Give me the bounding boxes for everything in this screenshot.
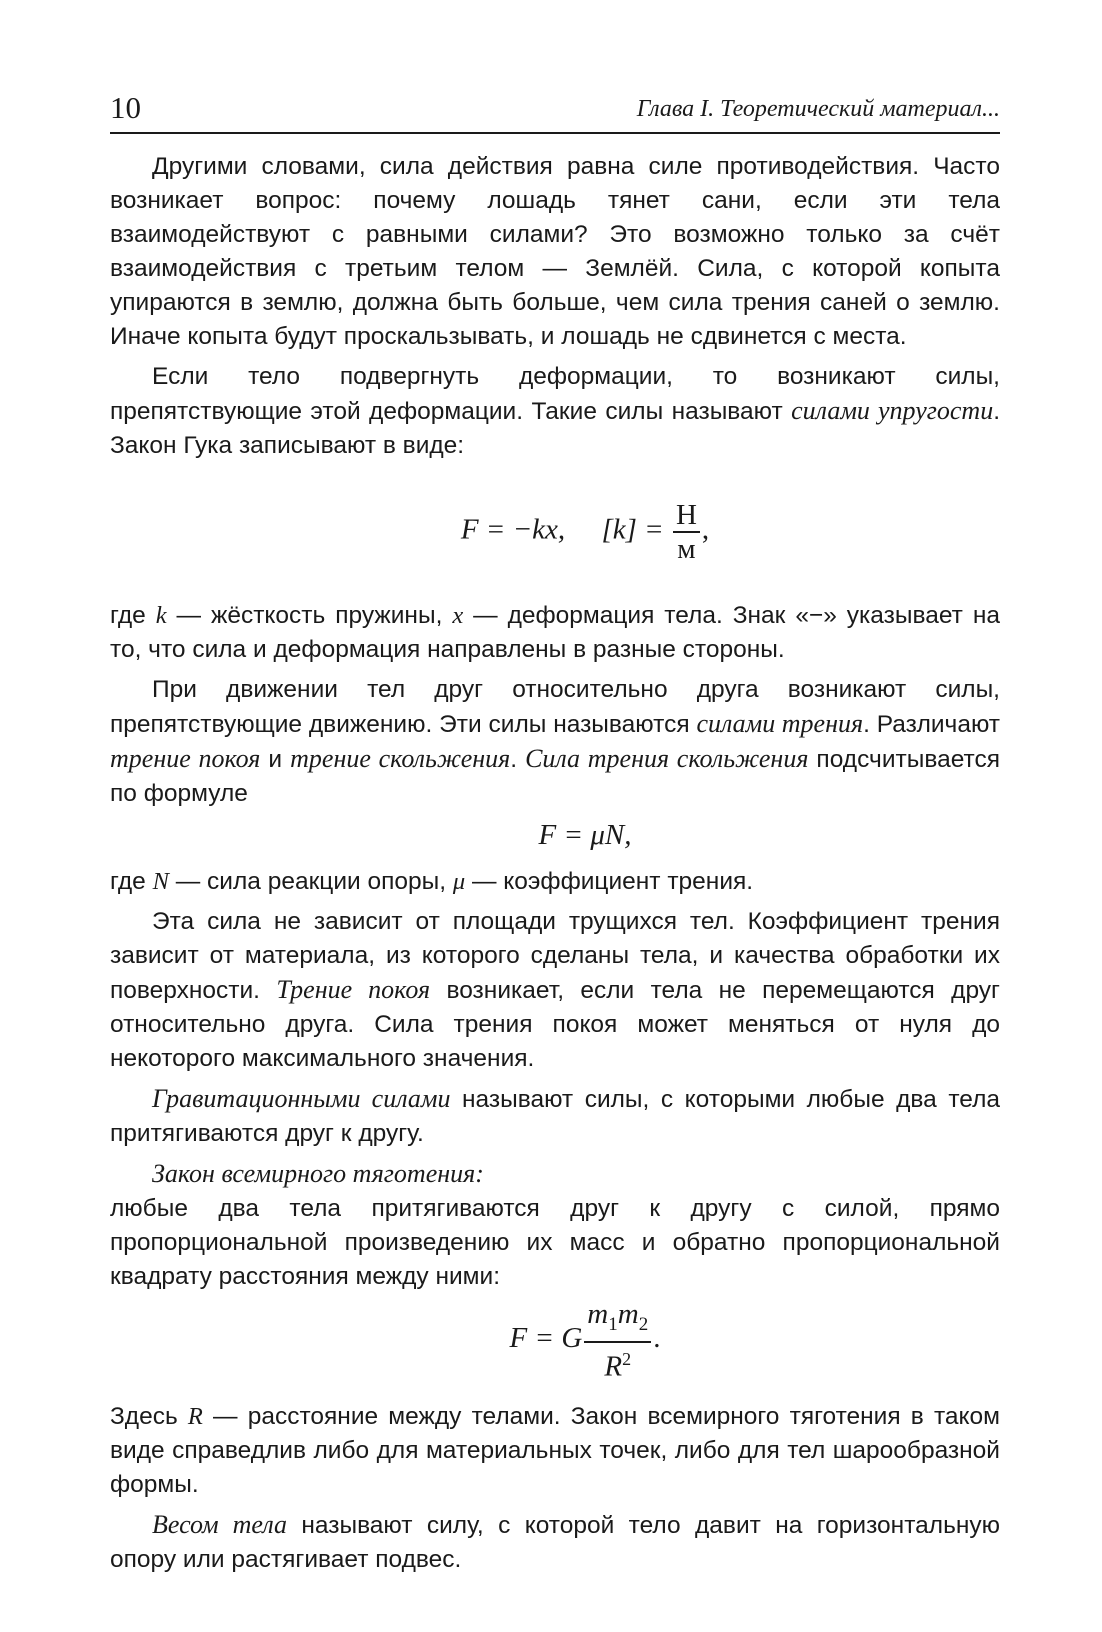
text-run: где — [110, 868, 153, 895]
gravity-denominator — [584, 1343, 651, 1383]
hooke-lhs: F = −kx, — [460, 513, 566, 546]
paragraph-gravity-explanation — [110, 1400, 1000, 1502]
text-run: . Закон Гука записывают в виде: — [110, 398, 1001, 459]
mass-1: m — [587, 1298, 609, 1330]
text-run: — сила реакции опоры, — [168, 868, 453, 895]
term-sliding-friction-force: Сила трения скольжения — [525, 744, 809, 773]
text-run: называют силу, с которой тело давит на горизонтальную опору или растягивает подвес. — [110, 1512, 1000, 1574]
gravity-numerator — [584, 1298, 651, 1343]
paragraph-hooke-explanation — [110, 599, 1000, 667]
paragraph-friction-details — [110, 905, 1000, 1076]
term-sliding-friction: трение скольжения — [290, 744, 511, 773]
symbol-mu: μ — [452, 868, 466, 895]
symbol-x: x — [452, 602, 464, 629]
page-number: 10 — [110, 90, 141, 125]
paragraph-friction-explanation — [110, 865, 1000, 899]
term-law-of-gravitation: Закон всемирного тяготения: — [152, 1159, 484, 1188]
term-gravitational-forces: Гравитационными силами — [152, 1084, 451, 1113]
text-run: — деформация тела. Знак «−» указывает на то, что сила и деформация направлены в разные стороны. — [110, 602, 1000, 663]
paragraph-weight — [110, 1508, 1000, 1577]
body-text — [110, 150, 1000, 1577]
mass-2: m — [617, 1298, 639, 1330]
term-static-friction: трение покоя — [110, 744, 261, 773]
text-run: — коэффициент трения. — [465, 868, 754, 895]
gravity-fraction — [584, 1298, 651, 1382]
paragraph-law-statement: любые два тела притягиваются друг к другу с силой, прямо пропорциональной произведению их масс и обратно пропорциональной квадрату расстояния между ними: — [110, 1195, 1000, 1290]
page-header — [110, 88, 1000, 134]
text-run: — расстояние между телами. Закон всемирного тяготения в таком виде справедлив либо для материальных точек, либо для тел шарообразной формы. — [110, 1403, 1000, 1499]
unit-numerator: Н — [673, 499, 700, 533]
gravity-trailing-dot: . — [653, 1321, 661, 1354]
exponent-2: 2 — [622, 1348, 632, 1369]
subscript-2: 2 — [638, 1313, 649, 1335]
text-run: называют силы, с которыми любые два тела притягиваются друг к другу. — [110, 1086, 1000, 1147]
paragraph-friction — [110, 673, 1000, 811]
text-run: . Различают — [863, 711, 1000, 738]
text-run: Эта сила не зависит от площади трущихся тел. Коэффициент трения зависит от материала, из которого сделаны тела, и качества обработки их поверхности. — [110, 908, 1000, 1004]
paragraph-action-reaction: Другими словами, сила действия равна силе противодействия. Часто возникает вопрос: почему лошадь тянет сани, если эти тела взаимодействуют с равными силами? Это возможно только за счёт взаимодействия с третьим телом — Землёй. Сила, с которой копыта упираются в землю, должна быть больше, чем сила трения саней о землю. Иначе копыта будут проскальзывать, и лошадь не сдвинется с места. — [110, 153, 1000, 350]
hooke-unit-fraction — [673, 499, 700, 565]
term-elastic-forces: силами упругости — [791, 396, 994, 425]
unit-denominator: м — [677, 533, 696, 565]
text-run: — жёсткость пружины, — [166, 602, 453, 629]
hooke-trailing-comma: , — [701, 513, 710, 546]
paragraph-law-title — [110, 1157, 1000, 1192]
term-body-weight: Весом тела — [152, 1510, 287, 1540]
hooke-unit-lhs: [k] = — [601, 513, 664, 546]
symbol-N: N — [152, 868, 169, 895]
formula-gravitation — [110, 1298, 1000, 1382]
subscript-1: 1 — [608, 1313, 618, 1335]
text-run: При движении тел друг относительно друга возникают силы, препятствующие движению. Эти силы называются — [110, 676, 1000, 738]
text-run: Если тело подвергнуть деформации, то возникают силы, препятствующие этой деформации. Такие силы называют — [110, 363, 1000, 425]
text-run: и — [260, 746, 291, 773]
gravity-lhs: F = G — [509, 1321, 583, 1354]
symbol-R: R — [187, 1403, 203, 1431]
formula-friction: F = μN, — [538, 819, 632, 851]
text-run: где — [110, 602, 156, 629]
paragraph-elasticity — [110, 360, 1000, 463]
distance-R: R — [604, 1350, 623, 1383]
text-run: подсчитывается по формуле — [110, 746, 1000, 807]
term-friction-forces: силами трения — [696, 709, 864, 738]
formula-hooke-law — [110, 499, 1000, 565]
term-static-friction-2: Трение покоя — [276, 975, 431, 1004]
paragraph-gravitational — [110, 1082, 1000, 1151]
symbol-k: k — [155, 602, 167, 629]
text-run: возникает, если тела не перемещаются друг относительно друга. Сила трения покоя может меняться от нуля до некоторого максимального значения. — [110, 977, 1000, 1072]
running-title: Глава I. Теоретический материал... — [636, 96, 1000, 122]
text-run: Здесь — [110, 1403, 188, 1431]
text-run: . — [510, 746, 526, 773]
